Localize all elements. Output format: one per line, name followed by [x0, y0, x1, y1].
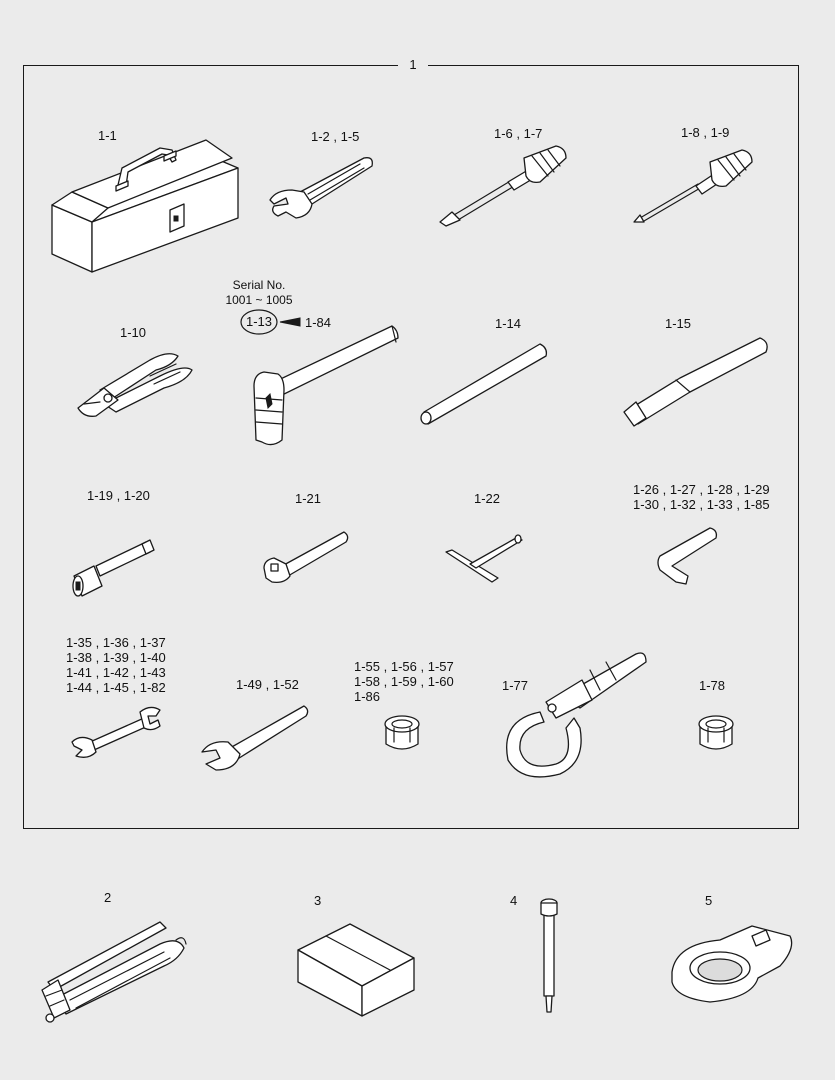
filter-strap-wrench-icon — [507, 653, 646, 777]
toolbox-icon — [52, 140, 238, 272]
serial-circle — [241, 310, 277, 334]
label-1-14: 1-14 — [495, 316, 522, 331]
socket-extension-icon — [73, 540, 154, 596]
label-1-49: 1-49 , 1-52 — [236, 677, 299, 692]
label-1-55: 1-55 , 1-56 , 1-57 1-58 , 1-59 , 1-60 1-86 — [354, 659, 454, 704]
spanner-icon — [202, 706, 308, 770]
t-handle-wrench-icon — [446, 535, 522, 582]
screwdriver-flat-icon — [440, 146, 566, 226]
label-1-26: 1-26 , 1-27 , 1-28 , 1-29 1-30 , 1-32 , 1-33 , 1-85 — [633, 482, 770, 512]
label-5: 5 — [705, 893, 713, 908]
label-1-19: 1-19 , 1-20 — [87, 488, 150, 503]
serial-arrow — [280, 318, 300, 326]
label-1-84: 1-84 — [305, 315, 332, 330]
open-end-wrench-icon — [72, 707, 160, 757]
bar-rod-icon — [421, 344, 546, 424]
label-1-6: 1-6 , 1-7 — [494, 126, 543, 141]
label-1-10: 1-10 — [120, 325, 147, 340]
ratchet-handle-icon — [264, 532, 348, 582]
pipe-tube-icon — [624, 338, 767, 426]
rod-tool-icon — [541, 899, 557, 1012]
label-4: 4 — [510, 893, 518, 908]
label-1-35: 1-35 , 1-36 , 1-37 1-38 , 1-39 , 1-40 1-41 , 1-42 , 1-43 1-44 , 1-45 , 1-82 — [66, 635, 166, 695]
label-1-8: 1-8 , 1-9 — [681, 125, 730, 140]
label-1-21: 1-21 — [295, 491, 322, 506]
label-1-2: 1-2 , 1-5 — [311, 129, 360, 144]
socket-a-icon — [385, 716, 419, 749]
adjustable-wrench-icon — [270, 158, 372, 218]
screwdriver-phillips-icon — [634, 150, 752, 222]
label-2: 2 — [104, 890, 112, 905]
label-1-77: 1-77 — [502, 678, 529, 693]
grease-gun-icon — [42, 922, 186, 1022]
socket-b-icon — [699, 716, 733, 749]
pliers-icon — [78, 354, 192, 417]
serial-note: Serial No. 1001 ~ 1005 — [225, 278, 293, 307]
label-1-15: 1-15 — [665, 316, 692, 331]
label-1-22: 1-22 — [474, 491, 501, 506]
ring-ratchet-icon — [672, 926, 792, 1002]
box-icon — [298, 924, 414, 1016]
toolkit-number: 1 — [398, 57, 428, 73]
label-1-13-circled: 1-13 — [246, 314, 273, 329]
label-3: 3 — [314, 893, 322, 908]
label-1-78: 1-78 — [699, 678, 726, 693]
hex-key-icon — [658, 528, 716, 584]
label-1-1: 1-1 — [98, 128, 117, 143]
hammer-icon — [254, 326, 398, 445]
